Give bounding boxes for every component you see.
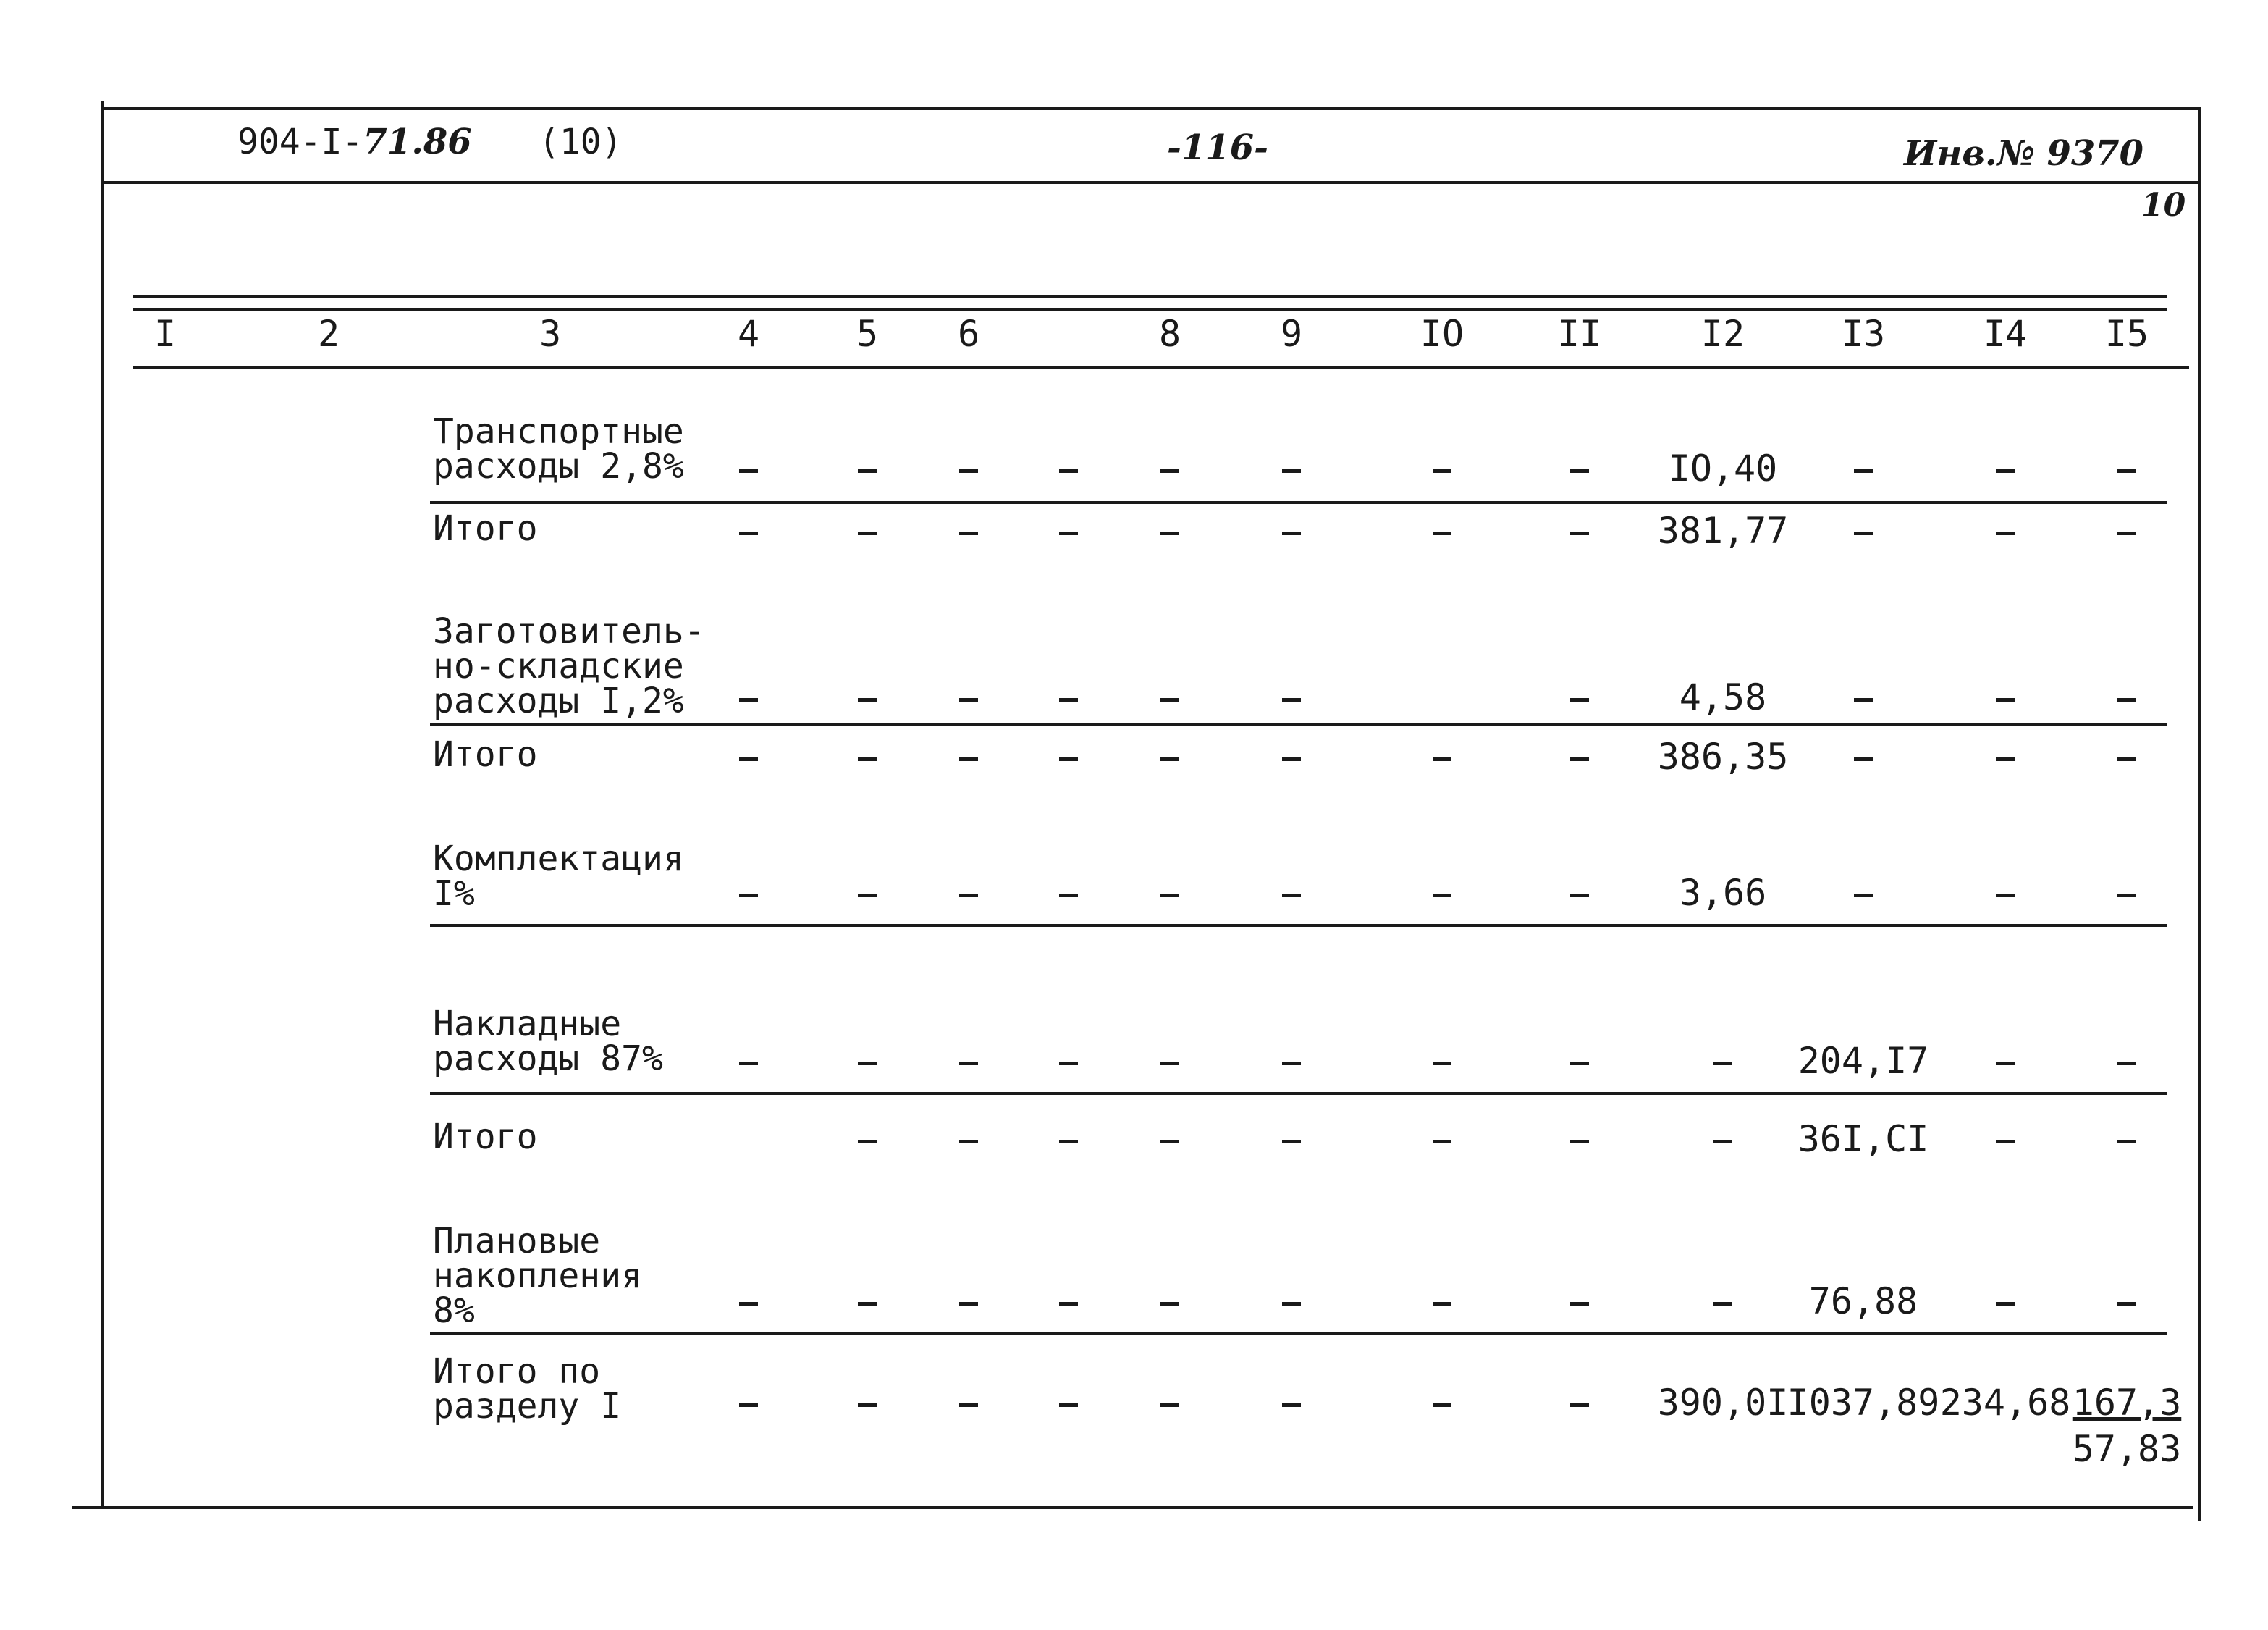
- dash-mark: [2117, 532, 2136, 535]
- row-rule: [430, 501, 2167, 504]
- column-number: 3: [539, 313, 562, 355]
- dash-mark: [959, 1062, 978, 1065]
- column-number: I3: [1841, 313, 1886, 355]
- row-rule: [430, 723, 2167, 726]
- column-number: 9: [1280, 313, 1303, 355]
- dash-mark: [959, 757, 978, 761]
- cell-value-extra: 57,83: [2072, 1428, 2182, 1470]
- dash-mark: [2117, 757, 2136, 761]
- row-rule: [430, 1092, 2167, 1095]
- dash-mark: [1433, 894, 1451, 897]
- dash-mark: [2117, 1062, 2136, 1065]
- dash-mark: [959, 469, 978, 473]
- column-number: I2: [1700, 313, 1745, 355]
- cell-value: 390,0I: [1657, 1382, 1789, 1424]
- doc-code-printed: 904-I-: [237, 122, 363, 162]
- dash-mark: [1059, 698, 1078, 702]
- dash-mark: [858, 469, 877, 473]
- cell-value: I037,89: [1787, 1382, 1940, 1424]
- dash-mark: [1059, 1140, 1078, 1143]
- dash-mark: [739, 894, 758, 897]
- dash-mark: [1433, 1403, 1451, 1407]
- dash-mark: [959, 1403, 978, 1407]
- dash-mark: [1854, 698, 1873, 702]
- dash-mark: [959, 698, 978, 702]
- cell-value: 234,68: [1939, 1382, 2071, 1424]
- row-label: Итого по разделу I: [433, 1351, 622, 1427]
- dash-mark: [1160, 1403, 1179, 1407]
- column-number: 4: [737, 313, 760, 355]
- cell-value: 3,66: [1679, 872, 1767, 914]
- row-label: Итого: [433, 734, 538, 775]
- row-label: Итого: [433, 1117, 538, 1157]
- dash-mark: [1433, 1062, 1451, 1065]
- dash-mark: [1160, 894, 1179, 897]
- inventory-number: Инв.№ 9370: [1904, 133, 2144, 174]
- dash-mark: [959, 532, 978, 535]
- dash-mark: [1570, 698, 1589, 702]
- sheet-part: (10): [539, 122, 623, 162]
- dash-mark: [1996, 1062, 2015, 1065]
- column-number: I4: [1983, 313, 2028, 355]
- dash-mark: [1282, 757, 1301, 761]
- dash-mark: [1059, 894, 1078, 897]
- column-number: I: [153, 313, 177, 355]
- column-number: 5: [856, 313, 879, 355]
- cell-value: 76,88: [1808, 1280, 1918, 1322]
- colhead-top-rule: [133, 295, 2167, 311]
- dash-mark: [2117, 1140, 2136, 1143]
- dash-mark: [1996, 698, 2015, 702]
- dash-mark: [1996, 757, 2015, 761]
- dash-mark: [1282, 1062, 1301, 1065]
- dash-mark: [1433, 1140, 1451, 1143]
- cell-value: IO,40: [1668, 448, 1778, 490]
- dash-mark: [1570, 894, 1589, 897]
- frame-left-line: [101, 101, 104, 1506]
- dash-mark: [959, 1140, 978, 1143]
- dash-mark: [739, 757, 758, 761]
- row-rule: [430, 1332, 2167, 1335]
- dash-mark: [1282, 894, 1301, 897]
- dash-mark: [1570, 469, 1589, 473]
- cell-value: 381,77: [1657, 510, 1789, 552]
- row-label: Заготовитель- но-складские расходы I,2%: [433, 611, 705, 721]
- dash-mark: [858, 757, 877, 761]
- frame-bottom-line: [72, 1506, 2193, 1509]
- dash-mark: [1570, 757, 1589, 761]
- dash-mark: [1854, 894, 1873, 897]
- dash-mark: [2117, 469, 2136, 473]
- dash-mark: [739, 1062, 758, 1065]
- cell-value: 386,35: [1657, 736, 1789, 778]
- dash-mark: [1160, 1140, 1179, 1143]
- dash-mark: [858, 532, 877, 535]
- dash-mark: [959, 1302, 978, 1306]
- dash-mark: [858, 1062, 877, 1065]
- dash-mark: [739, 532, 758, 535]
- dash-mark: [739, 469, 758, 473]
- dash-mark: [1570, 1302, 1589, 1306]
- dash-mark: [739, 698, 758, 702]
- dash-mark: [1059, 1302, 1078, 1306]
- dash-mark: [1160, 698, 1179, 702]
- inventory-sub: 10: [2141, 187, 2186, 224]
- header-bottom-line: [101, 181, 2201, 184]
- row-label: Итого: [433, 508, 538, 549]
- column-number: II: [1557, 313, 1602, 355]
- colhead-bottom-rule: [133, 366, 2189, 369]
- dash-mark: [1996, 1140, 2015, 1143]
- dash-mark: [1160, 1062, 1179, 1065]
- doc-code: [237, 122, 472, 162]
- dash-mark: [1854, 532, 1873, 535]
- dash-mark: [1160, 469, 1179, 473]
- column-number: 2: [317, 313, 340, 355]
- column-number: 6: [957, 313, 980, 355]
- doc-code-handwritten: 71.86: [363, 122, 472, 162]
- dash-mark: [1282, 532, 1301, 535]
- dash-mark: [1433, 532, 1451, 535]
- column-number: 8: [1158, 313, 1181, 355]
- dash-mark: [1160, 757, 1179, 761]
- dash-mark: [1059, 532, 1078, 535]
- page-number: -116-: [1167, 127, 1269, 168]
- dash-mark: [1282, 1403, 1301, 1407]
- dash-mark: [1282, 698, 1301, 702]
- dash-mark: [1713, 1302, 1732, 1306]
- dash-mark: [1282, 1302, 1301, 1306]
- dash-mark: [1570, 1140, 1589, 1143]
- dash-mark: [1433, 757, 1451, 761]
- row-label: Транспортные расходы 2,8%: [433, 411, 684, 487]
- dash-mark: [2117, 1302, 2136, 1306]
- dash-mark: [1433, 469, 1451, 473]
- dash-mark: [2117, 698, 2136, 702]
- dash-mark: [959, 894, 978, 897]
- column-number: IO: [1420, 313, 1464, 355]
- dash-mark: [739, 1403, 758, 1407]
- dash-mark: [1996, 469, 2015, 473]
- dash-mark: [1996, 1302, 2015, 1306]
- dash-mark: [1059, 757, 1078, 761]
- cell-value: 167,3: [2072, 1382, 2182, 1424]
- frame-top-line: [101, 107, 2201, 110]
- dash-mark: [1059, 1062, 1078, 1065]
- dash-mark: [1713, 1140, 1732, 1143]
- dash-mark: [739, 1302, 758, 1306]
- dash-mark: [1160, 1302, 1179, 1306]
- row-label: Плановые накопления 8%: [433, 1221, 642, 1331]
- dash-mark: [858, 1140, 877, 1143]
- row-rule: [430, 924, 2167, 927]
- dash-mark: [858, 1302, 877, 1306]
- dash-mark: [1570, 532, 1589, 535]
- dash-mark: [1854, 757, 1873, 761]
- dash-mark: [858, 698, 877, 702]
- dash-mark: [1570, 1403, 1589, 1407]
- dash-mark: [1433, 1302, 1451, 1306]
- cell-value: 4,58: [1679, 676, 1767, 718]
- dash-mark: [2117, 894, 2136, 897]
- cell-value: 36I,CI: [1797, 1118, 1929, 1160]
- dash-mark: [1059, 1403, 1078, 1407]
- dash-mark: [1996, 532, 2015, 535]
- dash-mark: [858, 1403, 877, 1407]
- row-label: Накладные расходы 87%: [433, 1004, 663, 1079]
- dash-mark: [1713, 1062, 1732, 1065]
- frame-right-line: [2198, 109, 2201, 1521]
- dash-mark: [1996, 894, 2015, 897]
- dash-mark: [1059, 469, 1078, 473]
- dash-mark: [1160, 532, 1179, 535]
- dash-mark: [858, 894, 877, 897]
- dash-mark: [1570, 1062, 1589, 1065]
- cell-value: 204,I7: [1797, 1040, 1929, 1082]
- dash-mark: [1282, 469, 1301, 473]
- dash-mark: [1854, 469, 1873, 473]
- row-label: Комплектация I%: [433, 839, 684, 914]
- column-number: I5: [2104, 313, 2149, 355]
- dash-mark: [1282, 1140, 1301, 1143]
